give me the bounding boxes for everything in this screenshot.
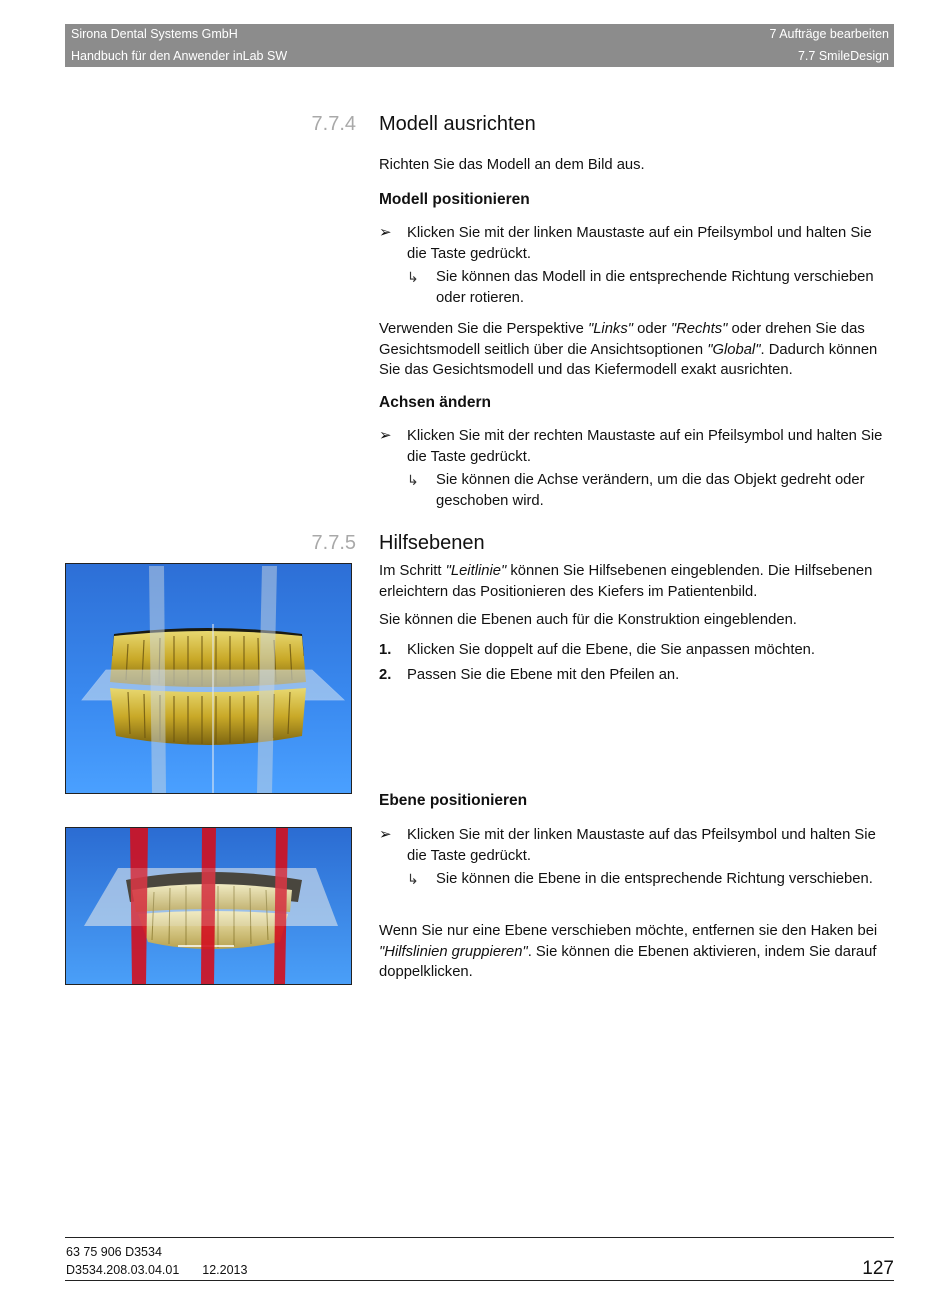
list-number: 1.	[379, 642, 392, 658]
step-3-text: Klicken Sie mit der linken Maustaste auf das Pfeilsymbol und halten Sie die Taste gedrückt.	[407, 827, 876, 864]
section-title-774: Modell ausrichten	[379, 113, 536, 135]
step-3	[379, 825, 894, 866]
section-number-774: 7.7.4	[311, 113, 356, 135]
para-c: oder drehen Sie das Gesichtsmodell seitlich über die Ansichtsoptionen	[379, 321, 865, 358]
header-section: 7.7 SmileDesign	[797, 49, 889, 63]
term-hilfslinien: "Hilfslinien gruppieren"	[379, 943, 528, 960]
result-3	[407, 869, 894, 890]
step-2	[379, 426, 894, 467]
subheading-modell-positionieren: Modell positionieren	[379, 191, 530, 208]
list-item	[379, 665, 894, 685]
para-d: . Dadurch können Sie das Gesichtsmodell und das Kiefermodell exakt ausrichten.	[379, 341, 878, 378]
term-global: "Global"	[707, 341, 761, 358]
arrow-right-icon: ➢	[379, 427, 392, 444]
header-chapter: 7 Aufträge bearbeiten	[769, 27, 889, 41]
page-number: 127	[862, 1258, 894, 1279]
result-arrow-icon: ↳	[407, 269, 419, 285]
footer-date: 12.2013	[202, 1263, 248, 1277]
figure-ebene-positionieren	[65, 827, 352, 985]
result-arrow-icon: ↳	[407, 871, 419, 887]
p3-b: . Sie können die Ebenen aktivieren, indem Sie darauf doppelklicken.	[379, 943, 877, 980]
list-number: 2.	[379, 667, 392, 683]
term-leitlinie: "Leitlinie"	[445, 563, 507, 579]
paragraph-leitlinie	[379, 561, 894, 602]
result-arrow-icon: ↳	[407, 472, 419, 488]
para-b: oder	[633, 321, 671, 337]
p3-a: Wenn Sie nur eine Ebene verschieben möchte, entfernen sie den Haken bei	[379, 923, 878, 939]
intro-774-text: Richten Sie das Modell an dem Bild aus.	[379, 157, 645, 173]
paragraph-perspektive	[379, 319, 894, 381]
paragraph-konstruktion	[379, 610, 894, 631]
section-title-775: Hilfsebenen	[379, 532, 485, 554]
footer-doc-number	[66, 1263, 247, 1277]
p1-b: können Sie Hilfsebenen eingeblenden. Die Hilfsebenen erleichtern das Positionieren des Kiefers im Patientenbild.	[379, 563, 873, 600]
subheading-achsen-aendern: Achsen ändern	[379, 394, 491, 411]
step-1-text: Klicken Sie mit der linken Maustaste auf ein Pfeilsymbol und halten Sie die Taste gedrückt.	[407, 225, 872, 262]
result-1	[407, 267, 894, 309]
list-item-text: Passen Sie die Ebene mit den Pfeilen an.	[407, 667, 680, 683]
arrow-right-icon: ➢	[379, 826, 392, 843]
paragraph-hilfslinien	[379, 921, 894, 983]
arrow-right-icon: ➢	[379, 224, 392, 241]
subheading-ebene-positionieren: Ebene positionieren	[379, 792, 528, 809]
section-number-775: 7.7.5	[311, 532, 356, 554]
result-1-text: Sie können das Modell in die entsprechende Richtung verschieben oder rotieren.	[436, 269, 874, 306]
page-header	[65, 24, 894, 67]
footer-order-number: 63 75 906 D3534	[66, 1245, 162, 1259]
intro-774	[379, 155, 894, 176]
term-links: "Links"	[587, 321, 633, 337]
figure-hilfsebenen-jaw	[65, 563, 352, 794]
result-2-text: Sie können die Achse verändern, um die das Objekt gedreht oder geschoben wird.	[436, 472, 865, 509]
step-2-text: Klicken Sie mit der rechten Maustaste auf ein Pfeilsymbol und halten Sie die Taste gedrückt.	[407, 428, 883, 465]
p1-a: Im Schritt	[379, 563, 446, 579]
term-rechts: "Rechts"	[670, 321, 728, 337]
para-a: Verwenden Sie die Perspektive	[379, 321, 588, 337]
header-company: Sirona Dental Systems GmbH	[71, 27, 238, 41]
list-item	[379, 640, 894, 660]
p2-text: Sie können die Ebenen auch für die Konstruktion eingeblenden.	[379, 612, 797, 628]
result-3-text: Sie können die Ebene in die entsprechende Richtung verschieben.	[436, 871, 873, 887]
footer-doc-id: D3534.208.03.04.01	[66, 1263, 180, 1277]
header-manual: Handbuch für den Anwender inLab SW	[71, 49, 288, 63]
step-1	[379, 223, 894, 264]
list-item-text: Klicken Sie doppelt auf die Ebene, die Sie anpassen möchten.	[407, 642, 816, 658]
footer-bottom-rule	[65, 1280, 894, 1281]
footer-top-rule	[65, 1237, 894, 1238]
result-2	[407, 470, 894, 512]
